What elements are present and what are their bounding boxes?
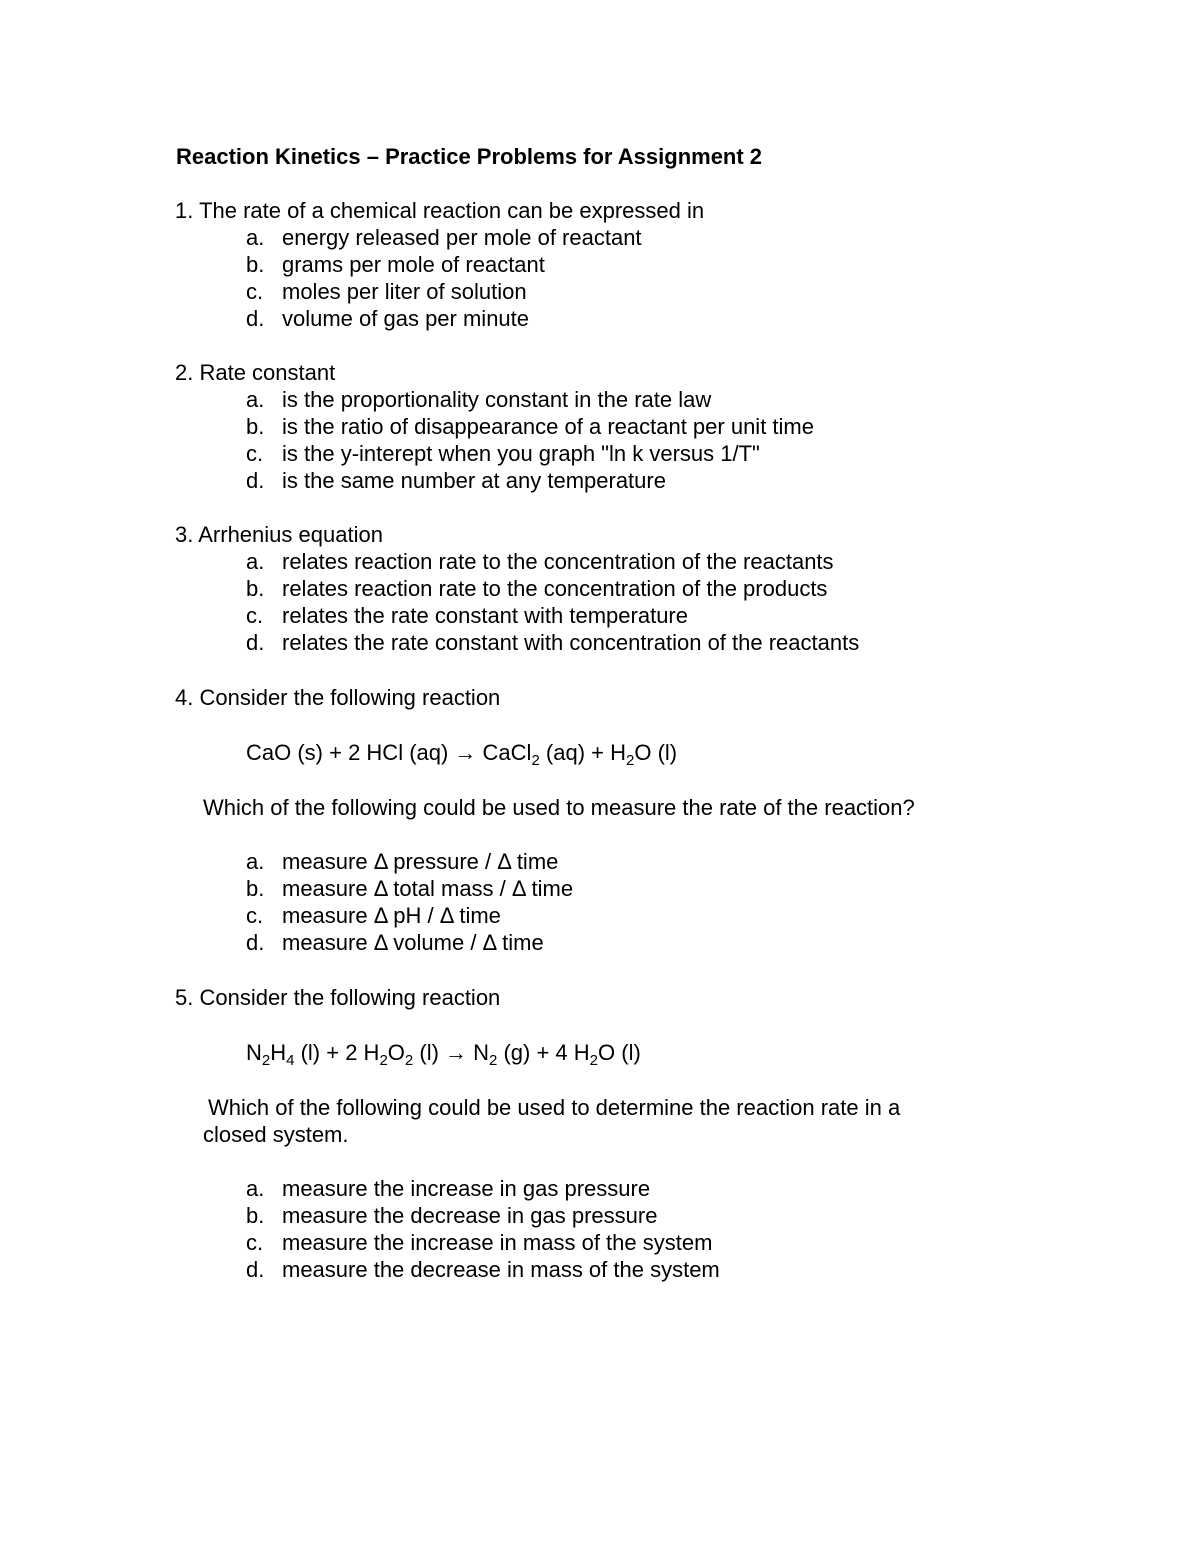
option-text: measure Δ total mass / Δ time bbox=[282, 876, 574, 901]
option-letter: a. bbox=[246, 549, 265, 574]
option-letter: b. bbox=[246, 1203, 265, 1228]
option-text: is the proportionality constant in the rate law bbox=[282, 387, 712, 412]
option-letter: c. bbox=[246, 903, 264, 928]
page-title: Reaction Kinetics – Practice Problems for Assignment 2 bbox=[176, 144, 763, 169]
option-text: volume of gas per minute bbox=[282, 306, 530, 331]
option-letter: c. bbox=[246, 441, 264, 466]
option-letter: d. bbox=[246, 630, 265, 655]
option-letter: a. bbox=[246, 225, 265, 250]
option-text: measure Δ pressure / Δ time bbox=[282, 849, 559, 874]
option-letter: a. bbox=[246, 387, 265, 412]
question-5-stem: 5. Consider the following reaction bbox=[175, 985, 501, 1010]
option-text: relates reaction rate to the concentration of the reactants bbox=[282, 549, 834, 574]
option-text: relates the rate constant with temperature bbox=[282, 603, 688, 628]
option-text: relates the rate constant with concentration of the reactants bbox=[282, 630, 860, 655]
option-letter: b. bbox=[246, 414, 265, 439]
option-text: measure the increase in mass of the system bbox=[282, 1230, 713, 1255]
question-4-stem: 4. Consider the following reaction bbox=[175, 685, 501, 710]
option-letter: d. bbox=[246, 930, 265, 955]
option-text: measure Δ volume / Δ time bbox=[282, 930, 544, 955]
question-4-equation: CaO (s) + 2 HCl (aq) → CaCl$_2$ $(aq) + H_2O$ (l) bbox=[246, 740, 678, 769]
option-letter: d. bbox=[246, 468, 265, 493]
question-4-prompt: Which of the following could be used to measure the rate of the reaction? bbox=[203, 795, 915, 820]
option-text: is the ratio of disappearance of a reactant per unit time bbox=[282, 414, 814, 439]
option-letter: b. bbox=[246, 876, 265, 901]
option-letter: d. bbox=[246, 1257, 265, 1282]
option-letter: b. bbox=[246, 252, 265, 277]
option-text: measure Δ pH / Δ time bbox=[282, 903, 501, 928]
option-text: measure the decrease in gas pressure bbox=[282, 1203, 658, 1228]
question-2-stem: 2. Rate constant bbox=[175, 360, 336, 385]
question-1-stem: 1. The rate of a chemical reaction can be expressed in bbox=[175, 198, 705, 223]
option-letter: b. bbox=[246, 576, 265, 601]
option-text: measure the decrease in mass of the system bbox=[282, 1257, 720, 1282]
option-letter: c. bbox=[246, 603, 264, 628]
option-letter: a. bbox=[246, 1176, 265, 1201]
question-5-equation: $N_2H_4$ (l) + 2 $H_2O_2$ $(l) \to N_2$ (g) + 4 $H_2O$ (l) bbox=[246, 1040, 641, 1069]
option-letter: c. bbox=[246, 1230, 264, 1255]
option-text: energy released per mole of reactant bbox=[282, 225, 642, 250]
option-text: is the y-interept when you graph "ln k versus 1/T" bbox=[282, 441, 760, 466]
option-letter: a. bbox=[246, 849, 265, 874]
option-letter: c. bbox=[246, 279, 264, 304]
question-5-prompt-line-2: closed system. bbox=[203, 1122, 349, 1147]
option-text: grams per mole of reactant bbox=[282, 252, 545, 277]
question-3-stem: 3. Arrhenius equation bbox=[175, 522, 383, 547]
option-text: measure the increase in gas pressure bbox=[282, 1176, 651, 1201]
option-text: moles per liter of solution bbox=[282, 279, 527, 304]
question-5-prompt-line-1: Which of the following could be used to determine the reaction rate in a bbox=[208, 1095, 901, 1120]
option-text: relates reaction rate to the concentration of the products bbox=[282, 576, 828, 601]
option-text: is the same number at any temperature bbox=[282, 468, 666, 493]
option-letter: d. bbox=[246, 306, 265, 331]
